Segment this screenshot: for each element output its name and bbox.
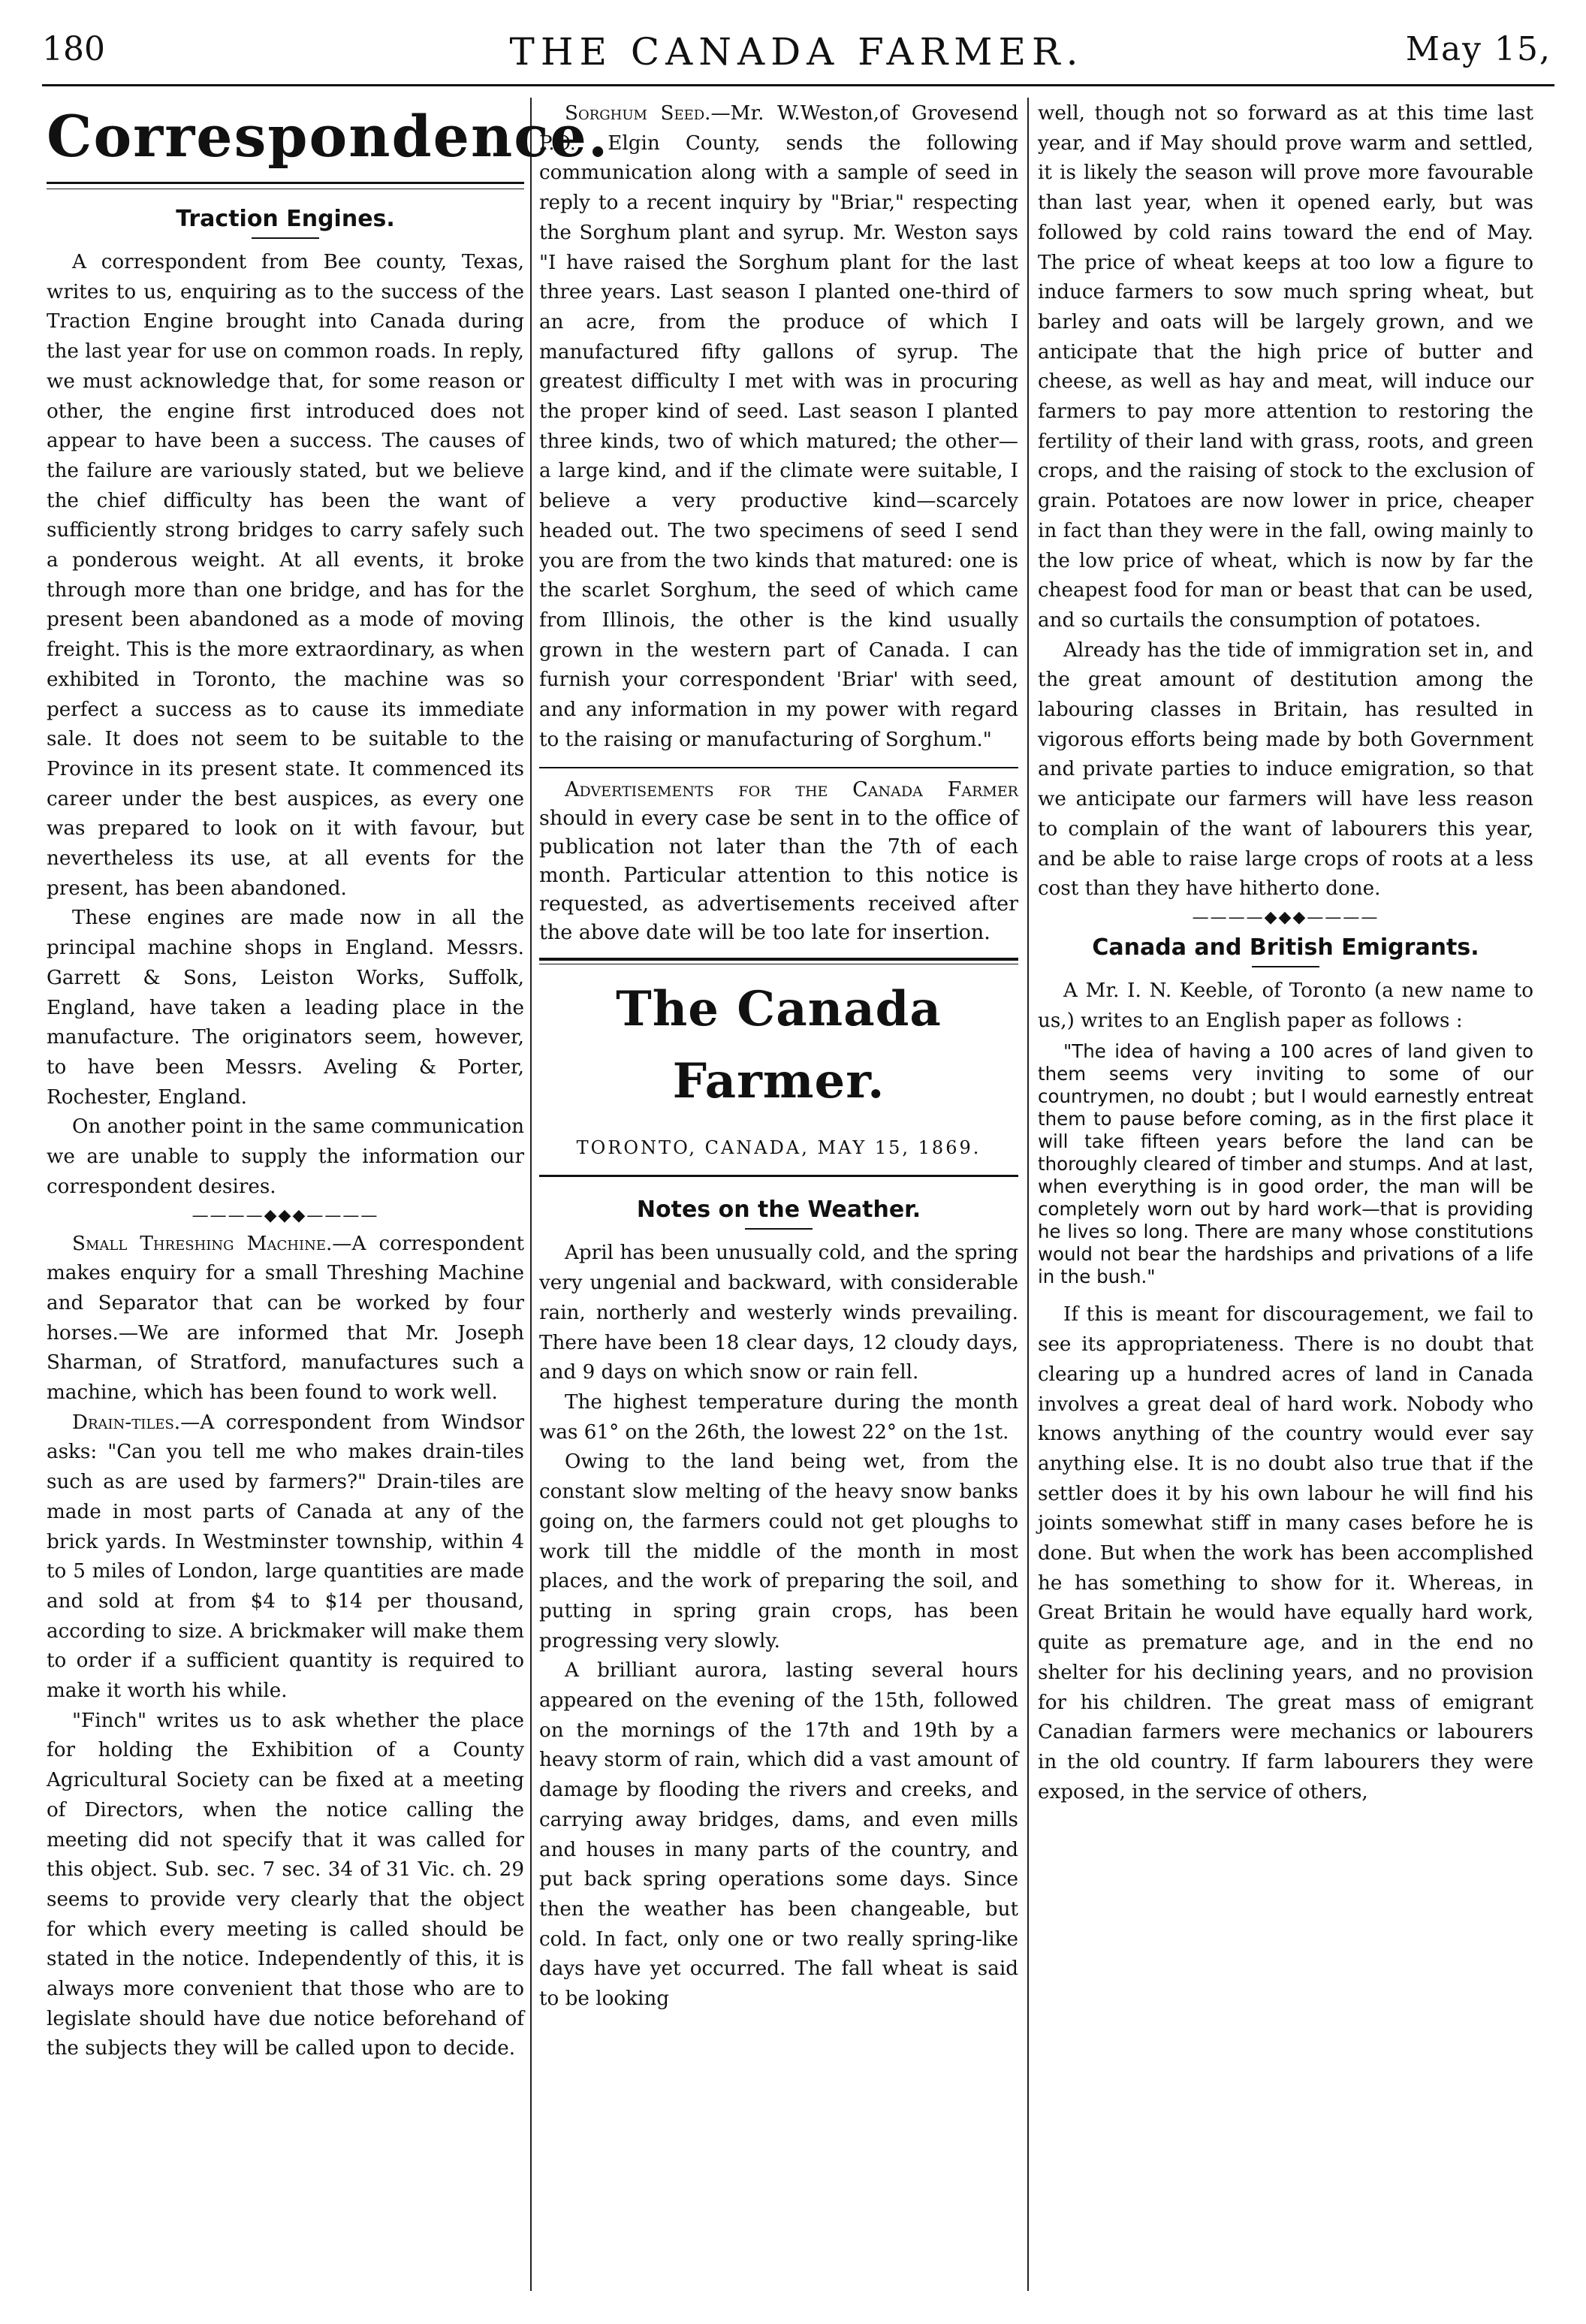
newspaper-title: THE CANADA FARMER. [509, 30, 1084, 74]
article-paragraph: On another point in the same communication we are unable to supply the information our correspondent desires. [47, 1115, 524, 1198]
masthead-rule [539, 958, 1018, 961]
dateline: TORONTO, CANADA, MAY 15, 1869. [576, 1137, 981, 1159]
column-3 [1038, 99, 1533, 1807]
masthead: The Canada Farmer. [616, 981, 942, 1110]
quoted-letter [1038, 1040, 1533, 1288]
paragraph-lead: Drain-tiles. [72, 1411, 181, 1434]
issue-date: May 15, [1405, 30, 1551, 68]
paragraph-lead: Sorghum Seed. [565, 102, 711, 125]
headline-rule [1252, 966, 1319, 967]
paragraph-lead: Small Threshing Machine. [72, 1232, 333, 1255]
article-paragraph: Already has the tide of immigration set in, and the great amount of destitution among the labouring classes in Britain, has resulted in vigorous efforts being made by both Government and private parties to induce emigration, so that we anticipate our farmers will have less reason to complain of the want of labourers this year, and be able to raise large crops of roots at a less cost than they have hitherto done. [1038, 638, 1533, 901]
paragraph-text: —Mr. W.Weston,of Grovesend P.O., Elgin County, sends the following communication along with a sample of seed in reply to a recent inquiry by "Briar," respecting the Sorghum plant and syrup. Mr. Weston says "I have raised the Sorghum plant for the last three years. Last season I planted one-third of an acre, from the produce of which I manufactured fifty gallons of syrup. The greatest difficulty I met with was in procuring the proper kind of seed. Last season I planted three kinds, two of which matured; the other—a large kind, and if the climate were suitable, I believe a very productive kind—scarcely headed out. The two specimens of seed I send you are from the two kinds that matured: one is the scarlet Sorghum, the seed of which came from Illinois, the other is the kind usually grown in the western part of Canada. I can furnish your correspondent 'Briar' with seed, and any information in my power with regard to the raising or manufacturing of Sorghum." [539, 102, 1018, 751]
article-headline: Canada and British Emigrants. [1092, 934, 1479, 961]
column-2 [539, 99, 1018, 2015]
paragraph-text: —A correspondent from Windsor asks: "Can you tell me who makes drain-tiles such as are used by farmers?" Drain-tiles are made in most parts of Canada at any of the brick yards. In Westminster township, within 4 to 5 miles of London, large quantities are made and sold at from $4 to $14 per thousand, according to size. A brickmaker will make them to order if a sufficient quantity is required to make it worth his while. [47, 1411, 524, 1703]
article-paragraph: A correspondent from Bee county, Texas, writes to us, enquiring as to the success of the Traction Engine brought into Canada during the last year for use on common roads. In reply, we must acknowledge that, for some reason or other, the engine first introduced does not appear to have been a success. The causes of the failure are variously stated, but we believe the chief difficulty has been the want of sufficiently strong bridges to carry safely such a ponderous weight. At all events, it broke through more than one bridge, and has for the present been abandoned as a mode of moving freight. This is the more extraordinary, as when exhibited in Toronto, the machine was so perfect a success as to cause its immediate sale. It does not seem to be suitable to the Province in its present state. It commenced its career under the best auspices, as every one was prepared to look on it with favour, but nevertheless its use, at all events for the present, has been abandoned. [47, 251, 524, 900]
running-header [42, 30, 1551, 83]
section-rule [47, 182, 524, 184]
ornament-divider: ————◆◆◆———— [191, 1206, 379, 1225]
article-paragraph: April has been unusually cold, and the spring very ungenial and backward, with considerable rain, northerly and westerly winds prevailing. There have been 18 clear days, 12 cloudy days, and 9 days on which snow or rain fell. [539, 1242, 1018, 1384]
drain-tiles-paragraph [47, 1408, 524, 1707]
article-headline: Traction Engines. [176, 206, 395, 232]
column-divider-2 [1027, 98, 1029, 2291]
article-paragraph: A brilliant aurora, lasting several hours appeared on the evening of the 15th, followed on the mornings of the 17th and 19th by a heavy storm of rain, which did a vast amount of damage by flooding the rivers and creeks, and carrying away bridges, dams, and even mills and houses in many parts of the country, and put back spring operations some days. Since then the weather has been changeable, but cold. In fact, only one or two really spring-like days have yet occurred. The fall wheat is said to be looking [539, 1659, 1018, 2011]
notice-rule [539, 767, 1018, 768]
section-title: Correspondence. [47, 103, 610, 170]
notice-lead: Advertisements for the Canada Farmer [565, 778, 1018, 802]
quote-text: "The idea of having a 100 acres of land given to them seems very inviting to some of our countrymen, no doubt ; but I would earnestly entreat them to pause before coming, as in the first place it will take fifteen years before the land can be thoroughly cleared of timber and stumps. And at last, when everything is in good order, the man will be completely worn out by hard work—that is providing he lives so long. There are many whose constitutions would not bear the hardships and privations of a life in the bush." [1038, 1040, 1533, 1288]
advertising-notice [539, 776, 1018, 947]
page-number: 180 [42, 30, 105, 68]
column-1 [47, 99, 610, 2064]
article-paragraph: Owing to the land being wet, from the constant slow melting of the heavy snow banks going on, the farmers could not get ploughs to work till the middle of the month in most places, and the work of preparing the soil, and putting in spring grain crops, has been progressing very slowly. [539, 1450, 1018, 1652]
finch-paragraph: "Finch" writes us to ask whether the place for holding the Exhibition of a County Agricultural Society can be fixed at a meeting of Directors, when the notice calling the meeting did not specify that it was called for this object. Sub. sec. 7 sec. 34 of 31 Vic. ch. 29 seems to provide very clearly that the object for which every meeting is called should be stated in the notice. Independently of this, it is always more convenient that those who are to legislate should have due notice beforehand of the subjects they will be called upon to decide. [47, 1709, 524, 2060]
sorghum-paragraph [539, 99, 1018, 755]
article-paragraph: The highest temperature during the month was 61° on the 26th, the lowest 22° on the 1st. [539, 1390, 1018, 1444]
article-headline: Notes on the Weather. [636, 1197, 921, 1224]
headline-rule [252, 237, 319, 239]
headline-rule [745, 1228, 813, 1230]
threshing-paragraph [47, 1230, 524, 1408]
column-divider-1 [530, 98, 532, 2291]
header-rule [42, 84, 1554, 86]
article-paragraph: well, though not so forward as at this time last year, and if May should prove warm and settled, it is likely the season will prove more favourable than last year, when it opened early, but was followed by cold rains toward the end of May. The price of wheat keeps at too low a figure to induce farmers to sow much spring wheat, but barley and oats will be largely grown, and we anticipate that the high price of butter and cheese, as well as hay and meat, will induce our farmers to pay more attention to restoring the fertility of their land with grass, roots, and green crops, and the raising of stock to the exclusion of grain. Potatoes are now lower in price, cheaper in fact than they were in the fall, owing mainly to the low price of wheat, which is now by far the cheapest food for man or beast that can be used, and so curtails the consumption of potatoes. [1038, 102, 1533, 632]
article-paragraph: If this is meant for discouragement, we fail to see its appropriateness. There is no doubt that clearing up a hundred acres of land in Canada involves a great deal of hard work. Nobody who knows anything of the country would ever say anything else. It is no doubt also true that if the settler does it by his own labour he will find his joints somewhat stiff in many cases before he is done. But when the work has been accomplished he has something to show for it. Whereas, in Great Britain he would have equally hard work, quite as premature age, and in the end no shelter for his declining years, and no provision for his children. The great mass of emigrant Canadian farmers were mechanics or labourers in the old country. If farm labourers they were exposed, in the service of others, [1038, 1303, 1533, 1803]
notice-text: should in every case be sent in to the office of publication not later than the 7th of each month. Particular attention to this notice is requested, as advertisements received after the above date will be too late for insertion. [539, 807, 1018, 945]
article-paragraph: A Mr. I. N. Keeble, of Toronto (a new name to us,) writes to an English paper as follows : [1038, 979, 1533, 1032]
paragraph-text: —A correspondent makes enquiry for a small Threshing Machine and Separator that can be worked by four horses.—We are informed that Mr. Joseph Sharman, of Stratford, manufactures such a machine, which has been found to work well. [47, 1232, 524, 1405]
dateline-rule [539, 1175, 1018, 1177]
article-paragraph: These engines are made now in all the principal machine shops in England. Messrs. Garrett & Sons, Leiston Works, Suffolk, England, have taken a leading place in the manufacture. The originators seem, however, to have been Messrs. Aveling & Porter, Rochester, England. [47, 907, 524, 1109]
ornament-divider: ————◆◆◆———— [1192, 907, 1379, 927]
